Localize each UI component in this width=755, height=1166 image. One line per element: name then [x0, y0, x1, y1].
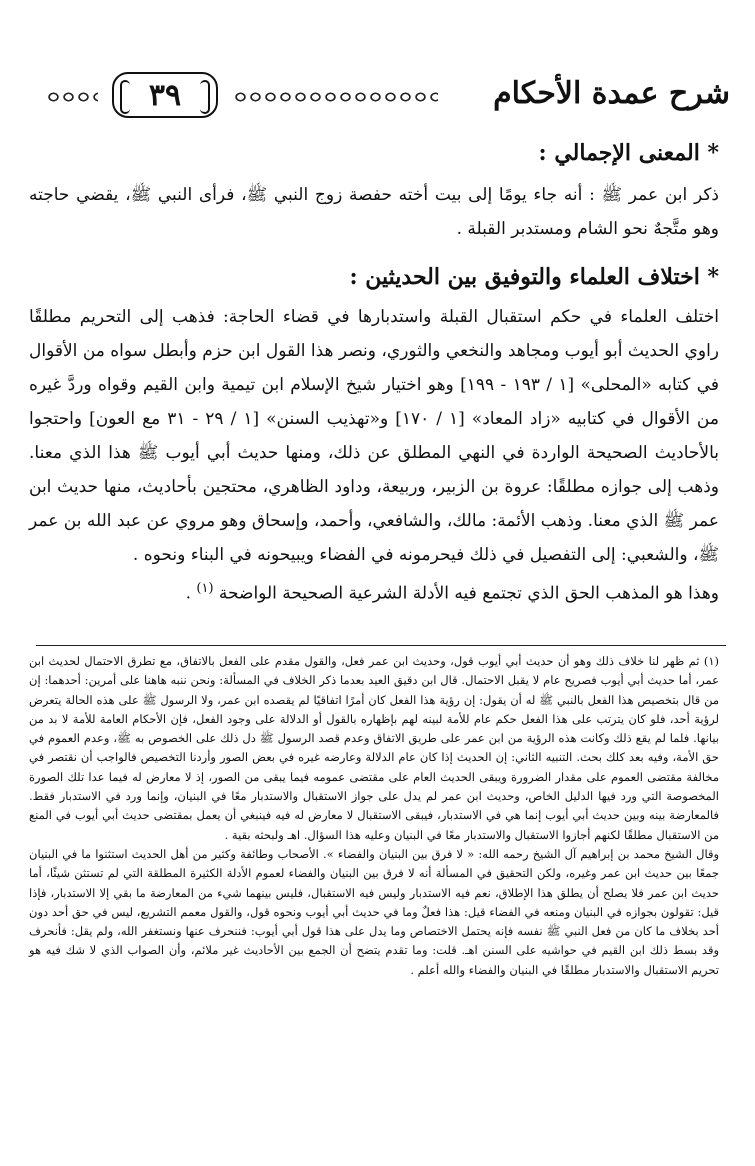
general-meaning-heading: * المعنى الإجمالي : — [538, 140, 719, 166]
book-title: شرح عمدة الأحكام — [493, 76, 730, 111]
footnote-reference[interactable]: (١) — [196, 581, 214, 596]
disagreement-text — [29, 300, 719, 611]
footnote-1: (١) ثم ظهر لنا خلاف ذلك وهو أن حديث أبي أيوب قول، وحديث ابن عمر فعل، والقول مقدم على الفعل بالاتفاق، مع تطرق الاحتمال لحديث ابن عمر، أما حديث أبي أيوب فصريح عام لا يقبل الاحتمال. قال ابن دقيق العيد بعدما ذكر الخلاف في المسألة: ونحن ننبه هاهنا على أمرين: أحدهما: إن من قال بتخصيص هذا الفعل بالنبي ﷺ له أن يقول: إن رؤية هذا الفعل كان أمرًا اتفاقيًا لم يقصده ابن عمر، ولا الرسول ﷺ على هذه الحالة يتعرض لرؤية أحد، فلو كان يترتب على هذا الفعل حكم عام للأمة لبينه لهم بإظهاره بالقول أو الدلالة على وجود الفعل، فإن الأحكام العامة للأمة لا بد من بيانها. فلما لم يقع ذلك وكانت هذه الرؤية من ابن عمر على طريق الاتفاق وعدم قصد الرسول ﷺ دل ذلك على الخصوص به ﷺ، وعدم العموم في حق الأمة، وفيه بعد كلك بحث. التنبيه الثاني: إن الحديث إذا كان عام الدلالة وعارضه غيره في بعض الصور وأردنا التخصيص فالواجب أن نقتصر في مخالفة مقتضى العموم على مقدار الضرورة ويبقى الحديث العام على مقتضى عمومه فيما يبقى من الصور، إذ لا معارض له فيما عدا تلك الصورة المخصوصة التي ورد فيها الدليل الخاص، وحديث ابن عمر لم يدل على جواز الاستقبال والاستدبار معًا في البنيان، وإنما ورد في الاستدبار فقط. فالمعارضة بينه وبين حديث أبي أيوب إنما هي في الاستدبار، فيبقى الاستقبال لا معارض له فيه فينبغي أن يعمل بمقتضى حديث أبي أيوب في المنع من الاستقبال مطلقًا لكنهم أجازوا الاستقبال والاستدبار معًا في البنيان وعليه هذا السؤال. اهـ ولبحثه بقية . — [29, 654, 719, 842]
footnotes — [29, 652, 719, 980]
disagreement-body: اختلف العلماء في حكم استقبال القبلة واستدبارها في قضاء الحاجة: فذهب إلى التحريم مطلقًا راوي الحديث أبو أيوب ومجاهد والنخعي والثوري، ونصر هذا القول ابن حزم وأبطل سواه من الأقوال في كتابه «المحلى» [١ / ١٩٣ - ١٩٩] وهو اختيار شيخ الإسلام ابن تيمية وابن القيم وقواه وردَّ غيره من الأقوال في كتابيه «زاد المعاد» [١ / ١٧٠] و«تهذيب السنن» [١ / ٢٩ - ٣١ مع العون] واحتجوا بالأحاديث الصحيحة الواردة في النهي المطلق عن ذلك، ومنها حديث أبي أيوب ﷺ هذا الذي معنا. وذهب إلى جوازه مطلقًا: عروة بن الزبير، وربيعة، وداود الظاهري، محتجين بأحاديث، منها حديث ابن عمر ﷺ الذي معنا. وذهب الأئمة: مالك، والشافعي، وأحمد، وإسحاق وهو مروي عن عبد الله بن عمر ﷺ، والشعبي: إلى التفصيل في ذلك فيحرمونه في الفضاء ويبيحونه في البناء ونحوه . — [29, 307, 719, 565]
page-number: ٣٩ — [112, 72, 218, 118]
footnote-divider — [36, 645, 726, 646]
header-ornament-left — [46, 90, 98, 104]
conclusion-text: وهذا هو المذهب الحق الذي تجتمع فيه الأدلة الشرعية الصحيحة الواضحة — [218, 583, 719, 604]
footnote-1-continued: وقال الشيخ محمد بن إبراهيم آل الشيخ رحمه الله: « لا فرق بين البنيان والفضاء ». الأصحاب وطائفة وكثير من أهل الحديث استثنوا ما في البنيان جمعًا بين حديث ابن عمر وغيره، ولكن التحقيق في المسألة أنه لا فرق بين البنيان والفضاء لعموم الأدلة الكثيرة المطلقة التي لم تستثن شيئًا، أما حديث ابن عمر فلا يصلح أن يطلق هذا الإطلاق، نعم فيه الاستدبار وليس فيه الاستقبال، فليس بينهما شيء من المعارضة ما بقي إلا الاستدبار، فإذا قيل: تقولون بجوازه في البنيان ومنعه في الفضاء قيل: هذا فعلٌ وما في حديث أبي أيوب ونحوه قول، والقول معمم التشريع، ليس في حق أحد دون أحد بخلاف ما كان من فعل النبي ﷺ نفسه فإنه يحتمل الاختصاص وما يدل على هذا قول أبي أيوب: فننحرف عنها ونستغفر الله، ولم يقل: فأنحرف وقد بسط ذلك ابن القيم في حواشيه على السنن اهـ. قلت: وما تقدم يتضح أن الجمع بين الأحاديث غير ملائم، وأن الصواب الذي لا شك فيه هو تحريم الاستقبال والاستدبار مطلقًا في البنيان والفضاء والله أعلم . — [29, 846, 719, 977]
disagreement-heading: * اختلاف العلماء والتوفيق بين الحديثين : — [349, 264, 719, 290]
page-header — [30, 72, 730, 120]
conclusion-end: . — [185, 583, 191, 604]
header-ornament — [233, 90, 438, 104]
general-meaning-text: ذكر ابن عمر ﷺ : أنه جاء يومًا إلى بيت أخته حفصة زوج النبي ﷺ، فرأى النبي ﷺ، يقضي حاجته وهو متَّجهٌ نحو الشام ومستدبر القبلة . — [29, 185, 719, 239]
